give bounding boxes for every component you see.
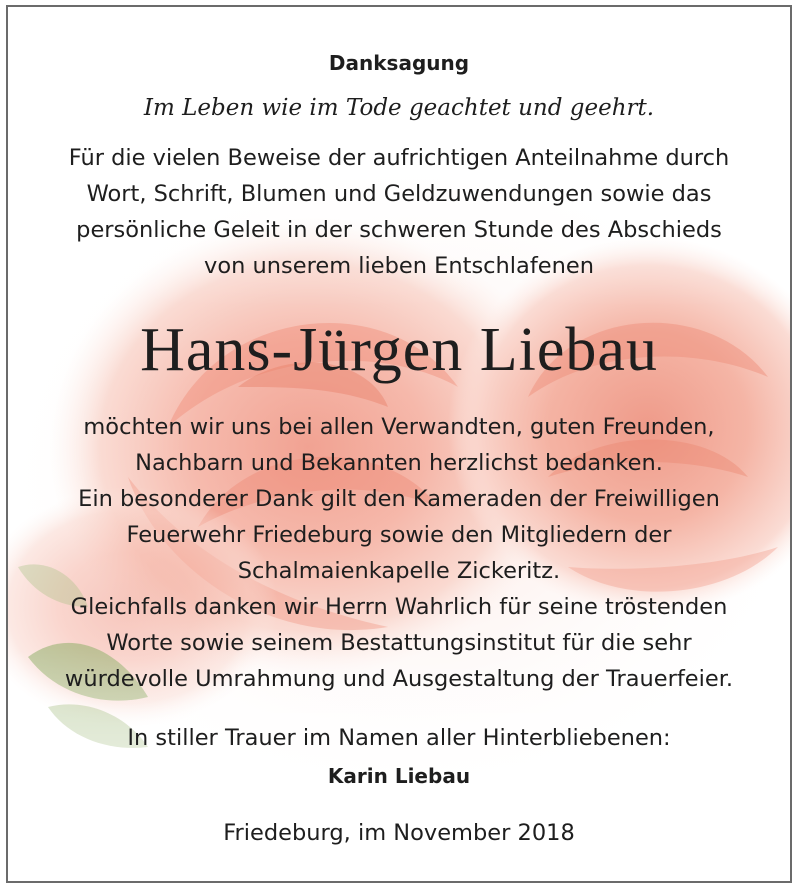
thanks-line: Feuerwehr Friedeburg sowie den Mitgliedern der	[126, 522, 672, 548]
thanks-line: Schalmaienkapelle Zickeritz.	[237, 558, 561, 584]
thanks-paragraph	[8, 409, 790, 697]
thanks-line: Worte sowie seinem Bestattungsinstitut für die sehr	[106, 630, 692, 656]
thanks-line: würdevolle Umrahmung und Ausgestaltung der Trauerfeier.	[64, 666, 734, 692]
intro-paragraph	[8, 140, 790, 284]
intro-line: Wort, Schrift, Blumen und Geldzuwendungen sowie das	[86, 181, 712, 207]
place-date: Friedeburg, im November 2018	[223, 820, 575, 846]
intro-line: Für die vielen Beweise der aufrichtigen Anteilnahme durch	[68, 145, 730, 171]
intro-line: persönliche Geleit in der schweren Stunde des Abschieds	[76, 217, 722, 243]
thanks-line: Ein besonderer Dank gilt den Kameraden der Freiwilligen	[78, 486, 720, 512]
intro-line: von unserem lieben Entschlafenen	[204, 253, 594, 279]
signer-name: Karin Liebau	[327, 764, 471, 788]
motto-line: Im Leben wie im Tode geachtet und geehrt.	[143, 95, 655, 121]
obituary-card	[6, 5, 792, 883]
heading-danksagung: Danksagung	[328, 51, 470, 75]
thanks-line: Nachbarn und Bekannten herzlichst bedanken.	[135, 450, 663, 476]
thanks-line: Gleichfalls danken wir Herrn Wahrlich für seine tröstenden	[70, 594, 728, 620]
closing-line: In stiller Trauer im Namen aller Hinterbliebenen:	[127, 725, 671, 751]
deceased-name: Hans-Jürgen Liebau	[140, 316, 658, 384]
thanks-line: möchten wir uns bei allen Verwandten, guten Freunden,	[83, 414, 715, 440]
